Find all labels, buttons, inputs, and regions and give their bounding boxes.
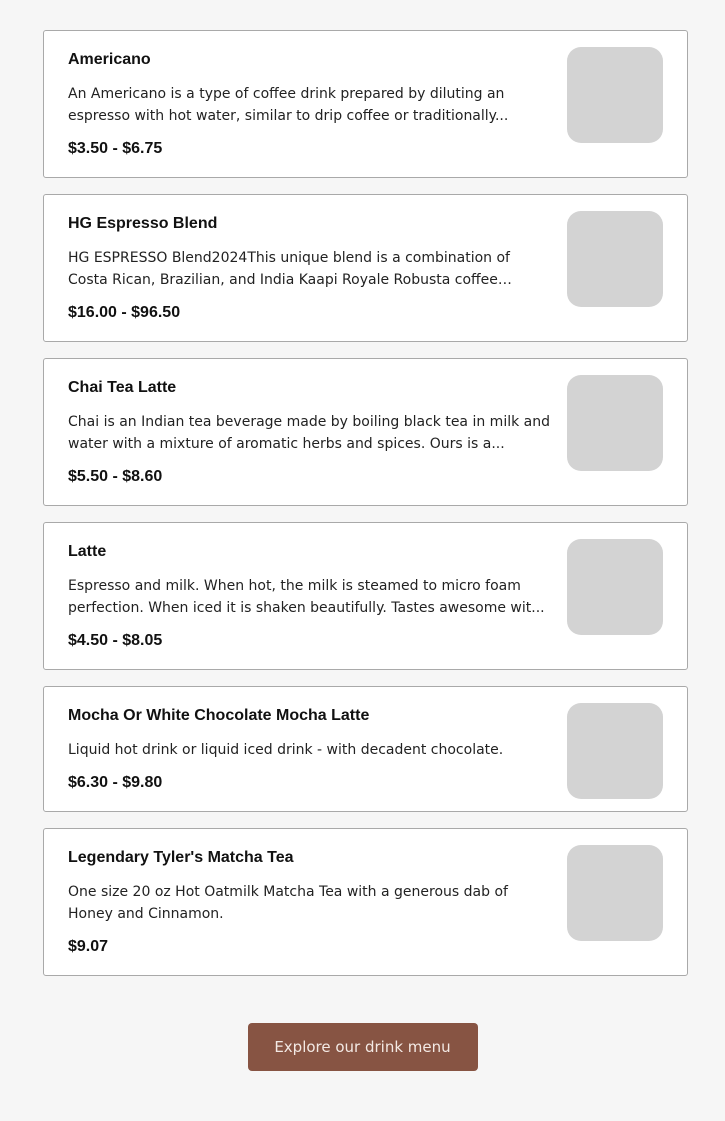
menu-item-card[interactable]: [43, 828, 688, 976]
menu-item-card[interactable]: [43, 686, 688, 812]
menu-item-description: One size 20 oz Hot Oatmilk Matcha Tea with a generous dab of Honey and Cinnamon.: [68, 884, 508, 922]
menu-item-title: Mocha Or White Chocolate Mocha Latte: [68, 707, 370, 724]
menu-item-image-placeholder: [567, 47, 663, 143]
menu-item-description: HG ESPRESSO Blend2024This unique blend is a combination of Costa Rican, Brazilian, and India Kaapi Royale Robusta coffee: [68, 250, 510, 288]
menu-item-price: $5.50 - $8.60: [68, 468, 163, 485]
menu-item-image-placeholder: [567, 211, 663, 307]
menu-item-image-placeholder: [567, 375, 663, 471]
explore-drink-menu-button[interactable]: Explore our drink menu: [248, 1023, 478, 1071]
menu-item-price: $6.30 - $9.80: [68, 774, 163, 791]
menu-item-card[interactable]: [43, 358, 688, 506]
menu-item-title: Chai Tea Latte: [68, 379, 177, 396]
menu-item-card[interactable]: [43, 194, 688, 342]
menu-item-price: $4.50 - $8.05: [68, 632, 163, 649]
menu-item-card[interactable]: [43, 522, 688, 670]
menu-item-title: HG Espresso Blend: [68, 215, 218, 232]
menu-item-list: [43, 30, 688, 992]
menu-item-card[interactable]: [43, 30, 688, 178]
menu-item-title: Americano: [68, 51, 151, 68]
menu-item-image-placeholder: [567, 539, 663, 635]
menu-item-description: Chai is an Indian tea beverage made by boiling black tea in milk and water with a mixture of aromatic herbs and spices. Ours is a...: [68, 414, 550, 452]
menu-item-description: An Americano is a type of coffee drink prepared by diluting an espresso with hot water, similar to drip coffee or traditionally...: [68, 86, 509, 124]
menu-item-price: $3.50 - $6.75: [68, 140, 163, 157]
menu-item-description: Liquid hot drink or liquid iced drink - with decadent chocolate.: [68, 742, 504, 758]
menu-item-title: Legendary Tyler's Matcha Tea: [68, 849, 294, 866]
menu-item-image-placeholder: [567, 845, 663, 941]
cta-container: [0, 1023, 725, 1071]
menu-item-description: Espresso and milk. When hot, the milk is steamed to micro foam perfection. When iced it is shaken beautifully. Tastes awesome wit...: [68, 578, 545, 616]
menu-item-title: Latte: [68, 543, 107, 560]
menu-item-price: $16.00 - $96.50: [68, 304, 181, 321]
menu-item-image-placeholder: [567, 703, 663, 799]
menu-item-price: $9.07: [68, 938, 109, 955]
